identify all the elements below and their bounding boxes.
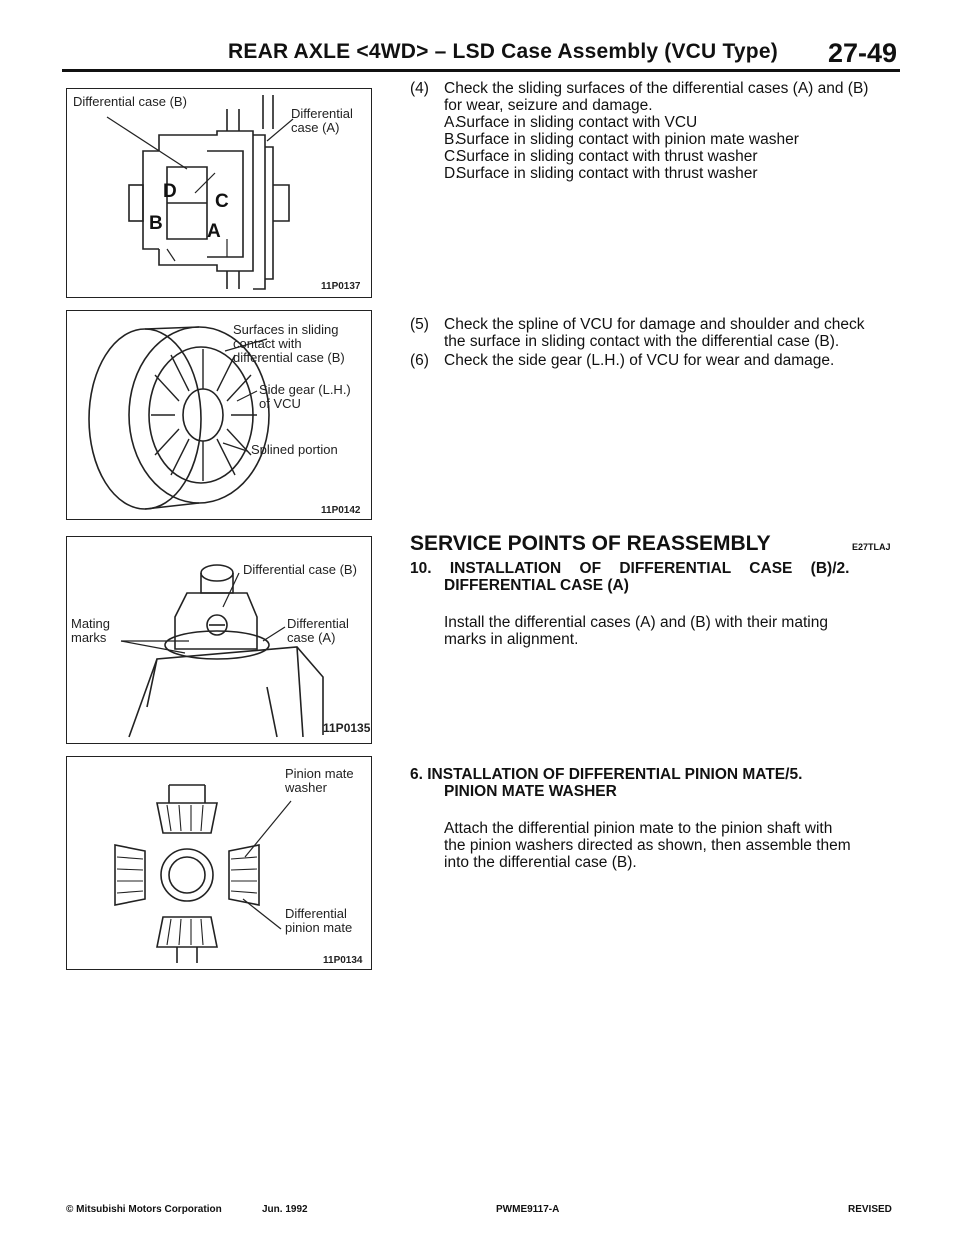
label-diff-case-b: Differential case (B)	[243, 562, 357, 577]
figure-code: 11P0137	[321, 281, 361, 292]
label-diff-case-a: Differential case (A)	[287, 616, 349, 645]
figure-code: 11P0135	[323, 721, 371, 735]
figure-mating-marks	[66, 536, 372, 744]
sub-item-b: B. Surface in sliding contact with pinion mate washer	[444, 131, 799, 148]
label-differential-pinion-mate: Differential pinion mate	[285, 906, 353, 935]
figure-differential-case-section	[66, 88, 372, 298]
pinion-gear-teeth	[117, 805, 257, 945]
label-pinion-mate-washer: Pinion mate washer	[285, 766, 354, 795]
sub-item-c: C. Surface in sliding contact with thrust washer	[444, 148, 758, 165]
letter-b: B	[149, 213, 163, 234]
letter-c: C	[215, 191, 229, 212]
vcu-spline-teeth	[151, 349, 257, 481]
section-heading: SERVICE POINTS OF REASSEMBLY	[410, 532, 771, 555]
page-header	[0, 0, 960, 80]
page-number: 27-49	[828, 38, 898, 68]
label-diff-case-b: Differential case (B)	[73, 94, 187, 109]
figure-code: 11P0142	[321, 505, 361, 516]
section-code: E27TLAJ	[852, 542, 891, 552]
step-10-title: 10. INSTALLATION OF DIFFERENTIAL CASE (B)/2. DIFFERENTIAL CASE (A)	[410, 560, 850, 594]
figure-vcu	[66, 310, 372, 520]
check-item-4: (4) Check the sliding surfaces of the differential cases (A) and (B) for wear, seizure and damage. A. Surface in sliding contact with VCU B. Surface in sliding contact with pinion mate washer C. Surface in sliding contact with thrust washer D. Surface in sliding contact with thrust washer	[410, 80, 906, 182]
label-splined-portion: Splined portion	[251, 442, 338, 457]
step-6-title: 6. INSTALLATION OF DIFFERENTIAL PINION MATE/5. PINION MATE WASHER	[410, 766, 803, 800]
step-6-body: Attach the differential pinion mate to the pinion shaft with the pinion washers directed as shown, then assemble them into the differential case (B).	[444, 820, 851, 871]
label-diff-case-a: Differential case (A)	[291, 106, 353, 135]
label-sliding-surfaces: Surfaces in sliding contact with differential case (B)	[233, 322, 345, 365]
check-item-6: (6) Check the side gear (L.H.) of VCU for wear and damage.	[410, 352, 835, 369]
footer-status: REVISED	[848, 1204, 892, 1215]
footer-doc-code: PWME9117-A	[496, 1204, 560, 1215]
sub-item-d: D. Surface in sliding contact with thrust washer	[444, 165, 758, 182]
label-mating-marks: Mating marks	[71, 616, 111, 645]
footer-date: Jun. 1992	[262, 1204, 308, 1215]
header-rule	[62, 69, 900, 72]
label-side-gear: Side gear (L.H.) of VCU	[259, 382, 351, 411]
letter-d: D	[163, 181, 177, 202]
check-item-5: (5) Check the spline of VCU for damage and shoulder and check the surface in sliding contact with the differential case (B).	[410, 316, 865, 350]
figure-pinion-mate	[66, 756, 372, 970]
step-10-body: Install the differential cases (A) and (B) with their mating marks in alignment.	[444, 614, 828, 648]
page-title: REAR AXLE <4WD> – LSD Case Assembly (VCU Type)	[228, 40, 778, 63]
figure-code: 11P0134	[323, 955, 363, 966]
letter-a: A	[207, 221, 221, 242]
sub-item-a: A. Surface in sliding contact with VCU	[444, 114, 698, 131]
footer-copyright: © Mitsubishi Motors Corporation	[66, 1204, 222, 1215]
